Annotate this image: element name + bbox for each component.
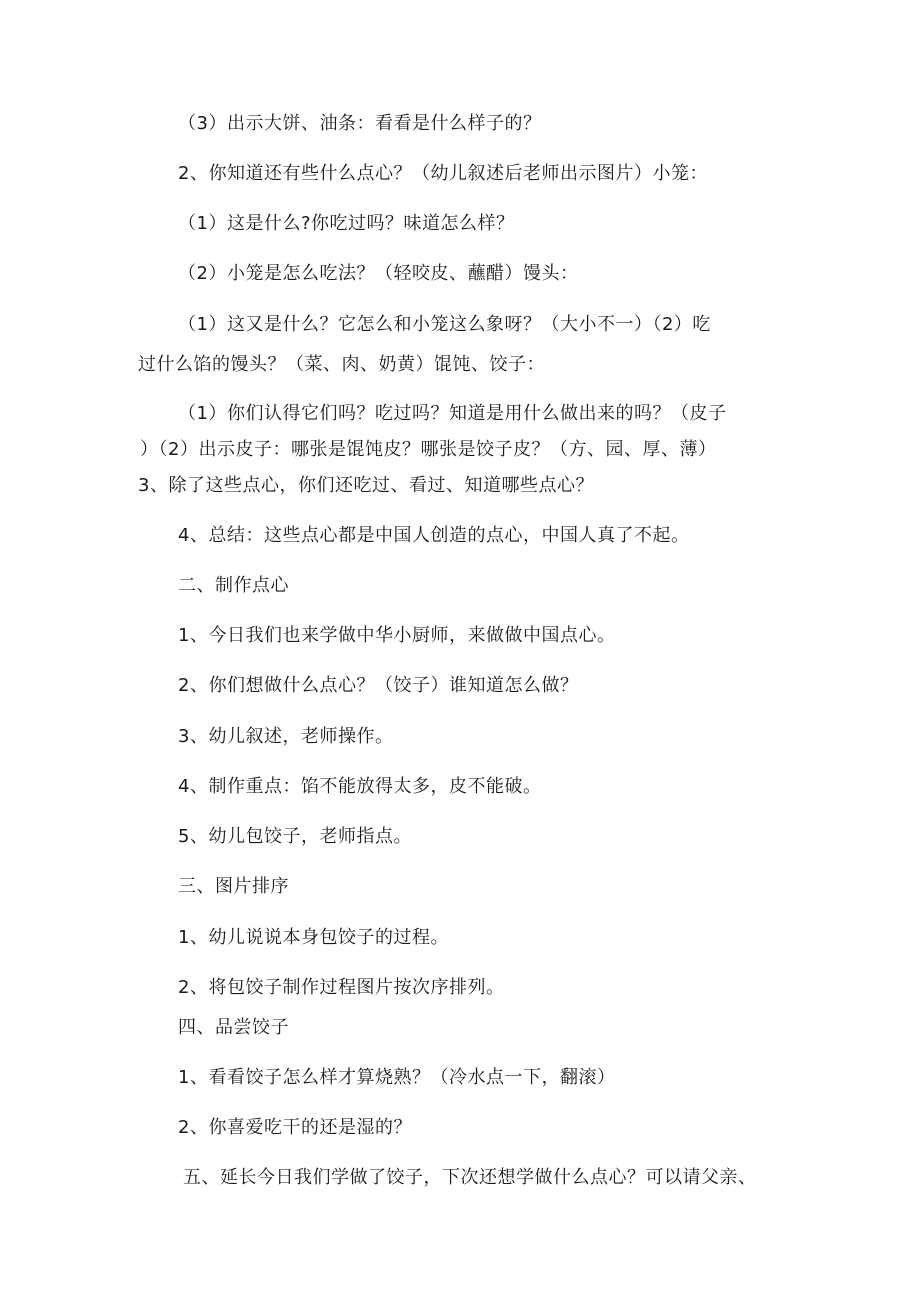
text-line: 3、幼儿叙述，老师操作。 <box>178 726 394 747</box>
text-line: （1）这又是什么？它怎么和小笼这么象呀？（大小不一）（2）吃 <box>178 314 711 335</box>
text-line: 4、总结：这些点心都是中国人创造的点心，中国人真了不起。 <box>178 525 690 546</box>
text-line: 过什么馅的馒头？（菜、肉、奶黄）馄饨、饺子： <box>138 354 545 375</box>
text-line: 2、将包饺子制作过程图片按次序排列。 <box>178 977 505 998</box>
text-line: （3）出示大饼、油条：看看是什么样子的？ <box>178 113 542 134</box>
text-line: 3、除了这些点心，你们还吃过、看过、知道哪些点心？ <box>138 475 594 496</box>
text-line: 1、看看饺子怎么样才算烧熟？（冷水点一下，翻滚） <box>178 1067 616 1088</box>
text-line: 五、延长今日我们学做了饺子，下次还想学做什么点心？可以请父亲、 <box>183 1167 757 1188</box>
text-line: 1、今日我们也来学做中华小厨师，来做做中国点心。 <box>178 625 616 646</box>
text-line: 2、你们想做什么点心？（饺子）谁知道怎么做？ <box>178 675 579 696</box>
section-heading: 四、品尝饺子 <box>178 1017 289 1038</box>
text-line: ）（2）出示皮子：哪张是馄饨皮？哪张是饺子皮？（方、园、厚、薄） <box>140 439 717 460</box>
text-line: 4、制作重点：馅不能放得太多，皮不能破。 <box>178 776 542 797</box>
text-line: 5、幼儿包饺子，老师指点。 <box>178 826 412 847</box>
text-line: （1）这是什么?你吃过吗？味道怎么样？ <box>178 213 515 234</box>
text-line: （2）小笼是怎么吃法？（轻咬皮、蘸醋）馒头： <box>178 263 579 284</box>
text-line: 1、幼儿说说本身包饺子的过程。 <box>178 927 449 948</box>
text-line: 2、你知道还有些什么点心？（幼儿叙述后老师出示图片）小笼： <box>178 163 708 184</box>
text-line: 2、你喜爱吃干的还是湿的？ <box>178 1117 412 1138</box>
section-heading: 三、图片排序 <box>178 876 289 897</box>
section-heading: 二、制作点心 <box>178 575 289 596</box>
text-line: （1）你们认得它们吗？吃过吗？知道是用什么做出来的吗？（皮子 <box>178 403 727 424</box>
